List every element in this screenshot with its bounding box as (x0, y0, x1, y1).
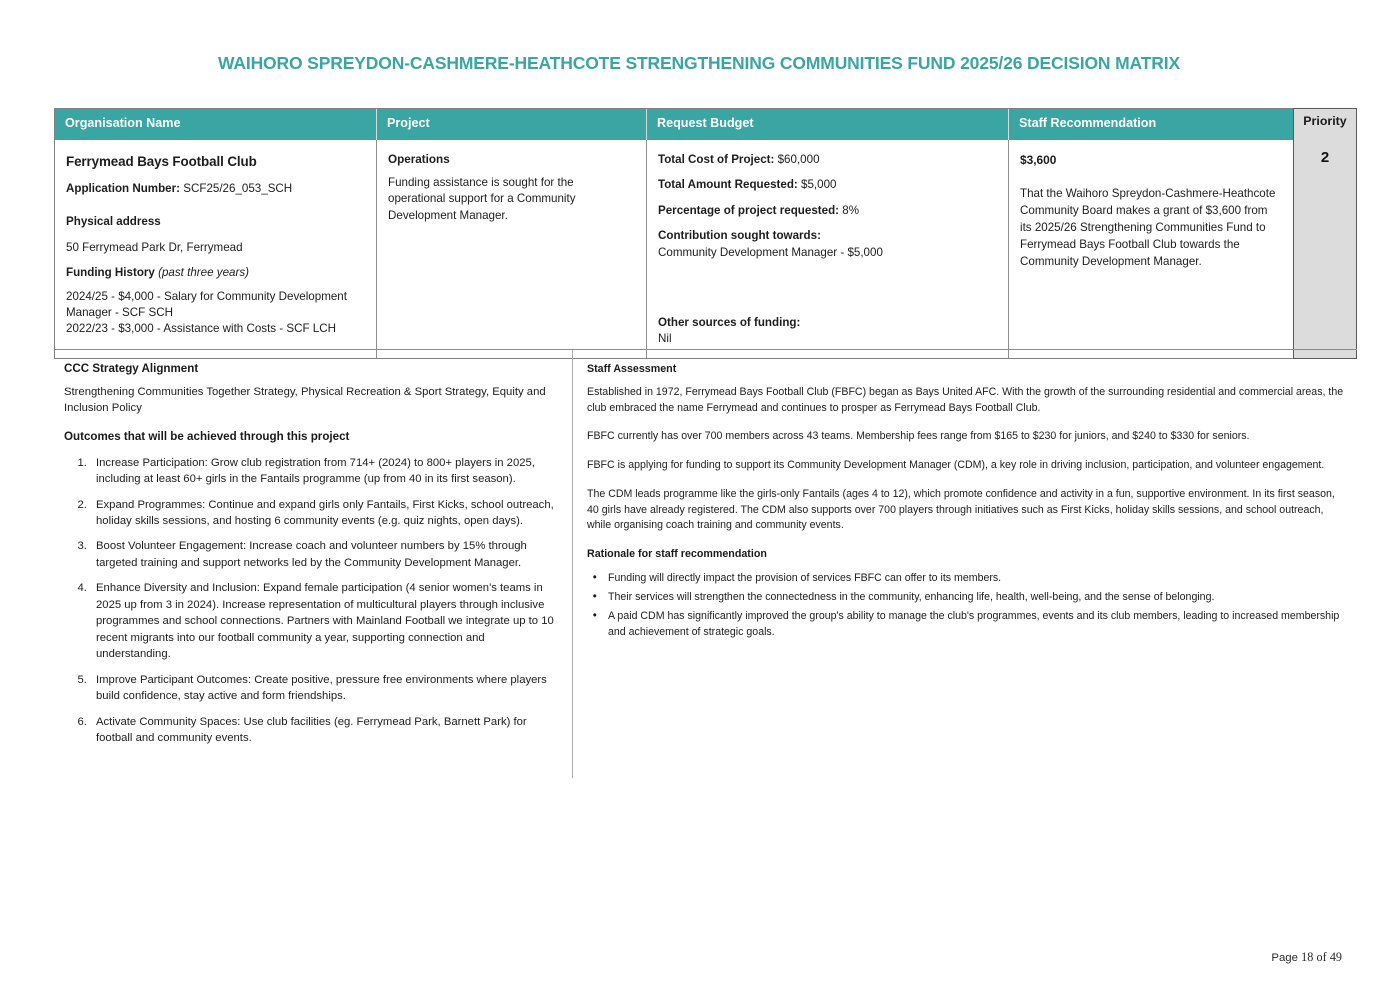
recommended-amount: $3,600 (1020, 153, 1057, 167)
list-item: 2. Expand Programmes: Continue and expand girls only Fantails, First Kicks, school outreach, holiday skills sessions, and hosting 6 community events (e.g. quiz nights, open days). (90, 497, 558, 530)
cell-priority (1293, 108, 1357, 359)
list-item: • A paid CDM has significantly improved the group's ability to manage the club's programmes, events and its club members, leading to increased membership and achievement of strategic goals. (606, 608, 1343, 640)
percentage-line (658, 203, 996, 219)
application-number-value: SCF25/26_053_SCH (183, 182, 293, 196)
project-description: Funding assistance is sought for the operational support for a Community Development Manager. (388, 175, 576, 222)
recommendation-text: That the Waihoro Spreydon-Cashmere-Heathcote Community Board makes a grant of $3,600 from its 2025/26 Strengthening Communities Fund to Ferrymead Bays Football Club towards the Community Development Manager. (1020, 186, 1276, 269)
rationale-heading: Rationale for staff recommendation (587, 548, 767, 561)
percentage-value: 8% (842, 203, 860, 217)
footer-of-label: of (1316, 950, 1327, 964)
list-item: 5. Improve Participant Outcomes: Create positive, pressure free environments where players build confidence, stay active and form friendships. (90, 672, 558, 705)
outcomes-heading: Outcomes that will be achieved through this project (64, 429, 350, 443)
list-item: 1. Increase Participation: Grow club registration from 714+ (2024) to 800+ players in 2025, including at least 60+ girls in the Fantails programme (up from 40 in its first season). (90, 455, 558, 488)
column-header-request-budget: Request Budget (647, 109, 1009, 140)
cell-organisation (55, 140, 377, 358)
physical-address-label: Physical address (66, 215, 161, 229)
matrix-main-columns (54, 108, 1293, 359)
physical-address-value: 50 Ferrymead Park Dr, Ferrymead (66, 240, 243, 254)
cell-staff-recommendation (1009, 140, 1294, 358)
cell-request-budget (647, 140, 1009, 358)
detail-sections (54, 349, 1357, 778)
assessment-heading: Staff Assessment (587, 363, 677, 375)
assessment-paragraph: FBFC is applying for funding to support its Community Development Manager (CDM), a key role in driving inclusion, participation, and volunteer engagement. (587, 459, 1325, 472)
total-requested-line (658, 177, 996, 193)
decision-matrix-table (54, 108, 1357, 359)
organisation-name: Ferrymead Bays Football Club (66, 154, 257, 169)
funding-history-entry: 2024/25 - $4,000 - Salary for Community Development Manager - SCF SCH (66, 289, 347, 319)
total-cost-value: $60,000 (777, 153, 820, 166)
list-item: • Their services will strengthen the connectedness in the community, enhancing life, health, well-being, and the sense of belonging. (606, 589, 1343, 605)
outcomes-list (64, 455, 558, 747)
strategy-heading: CCC Strategy Alignment (64, 362, 199, 375)
contribution-value: Community Development Manager - $5,000 (658, 245, 883, 259)
page-title: WAIHORO SPREYDON-CASHMERE-HEATHCOTE STRENGTHENING COMMUNITIES FUND 2025/26 DECISION MATRIX (217, 53, 1181, 73)
project-title: Operations (388, 153, 450, 166)
cell-project (377, 140, 647, 358)
footer-page-label: Page (1271, 952, 1298, 964)
application-number-label: Application Number: (66, 182, 181, 196)
footer-page-number: 18 (1301, 950, 1314, 964)
column-header-staff-recommendation: Staff Recommendation (1019, 116, 1157, 130)
rationale-list (587, 570, 1343, 640)
column-header-priority: Priority (1303, 114, 1347, 128)
assessment-paragraph: FBFC currently has over 700 members across 43 teams. Membership fees range from $165 to $230 for juniors, and $240 to $330 for seniors. (587, 430, 1250, 443)
column-header-organisation: Organisation Name (55, 109, 377, 140)
spacer (658, 271, 996, 315)
list-item: 3. Boost Volunteer Engagement: Increase coach and volunteer numbers by 15% through targeted training and support networks led by the Community Development Manager. (90, 538, 558, 571)
assessment-paragraph: Established in 1972, Ferrymead Bays Football Club (FBFC) began as Bays United AFC. With the growth of the surrounding residential and commercial areas, the club embraced the name Ferrymead and continues to prosper as Ferrymead Bays Football Club. (587, 385, 1344, 414)
total-cost-label: Total Cost of Project: (658, 153, 775, 166)
strategy-alignment-section (54, 350, 573, 778)
matrix-header-row (55, 109, 1293, 140)
other-sources-label: Other sources of funding: (658, 315, 801, 329)
strategy-body (64, 384, 558, 747)
spacer (66, 206, 364, 214)
other-sources-value: Nil (658, 332, 672, 346)
assessment-body (587, 362, 1343, 640)
page-footer (1271, 950, 1342, 965)
total-requested-label: Total Amount Requested: (658, 178, 798, 192)
funding-history-note: (past three years) (158, 266, 249, 280)
funding-history-title: Funding History (66, 266, 155, 280)
list-item: • Funding will directly impact the provision of services FBFC can offer to its members. (606, 570, 1343, 586)
contribution-label: Contribution sought towards: (658, 229, 821, 243)
column-header-project: Project (377, 109, 647, 140)
total-cost-line (658, 152, 996, 168)
list-item: 6. Activate Community Spaces: Use club facilities (eg. Ferrymead Park, Barnett Park) for football and community events. (90, 714, 558, 747)
footer-total-pages: 49 (1329, 950, 1342, 964)
percentage-label: Percentage of project requested: (658, 203, 840, 217)
matrix-data-row (55, 140, 1293, 358)
funding-history-label (66, 265, 364, 281)
assessment-paragraph: The CDM leads programme like the girls-only Fantails (ages 4 to 12), which promote confidence and activity in a fun, supportive environment. In its first season, 40 girls have already registered. The CDM also supports over 700 players through initiatives such as First Kicks, holiday skills sessions, and school outreach, while organising coach training and community events. (587, 487, 1335, 532)
strategy-alignment-text: Strengthening Communities Together Strategy, Physical Recreation & Sport Strategy, Equity and Inclusion Policy (64, 386, 546, 415)
application-number-line (66, 181, 364, 197)
priority-value: 2 (1320, 149, 1330, 166)
funding-history-entry: 2022/23 - $3,000 - Assistance with Costs - SCF LCH (66, 321, 336, 335)
list-item: 4. Enhance Diversity and Inclusion: Expand female participation (4 senior women's teams in 2025 up from 3 in 2024). Increase representation of multicultural players through inclusive programmes and school connections. Partners with Mainland Football we integrate up to 10 recent migrants into our football community a year, supporting connection and understanding. (90, 580, 558, 662)
staff-assessment-section (573, 350, 1357, 778)
total-requested-value: $5,000 (801, 178, 837, 192)
